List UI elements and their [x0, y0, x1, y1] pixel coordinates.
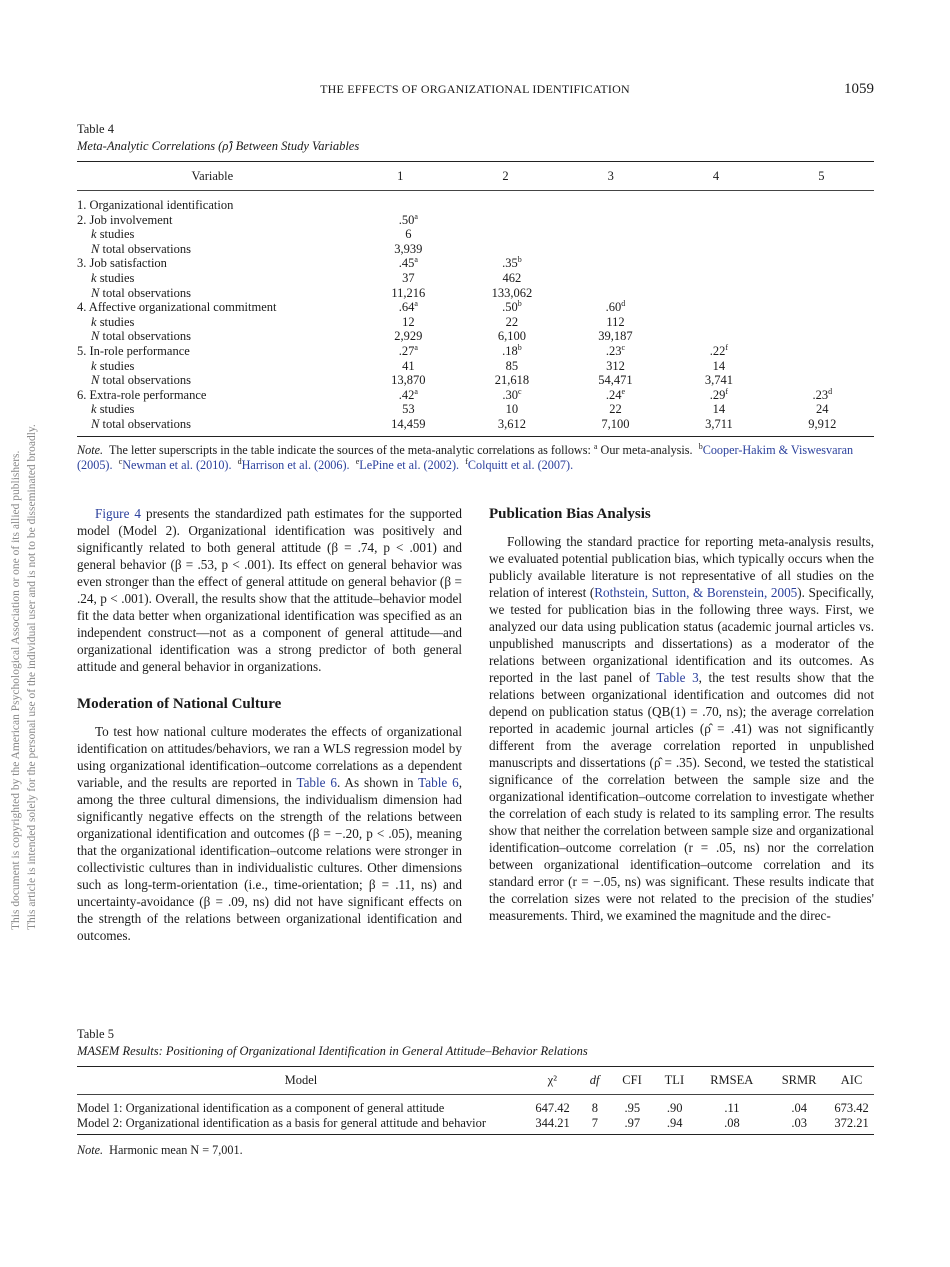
table-cell — [771, 227, 874, 242]
table-cell: 3,612 — [497, 416, 526, 431]
table-cell: 3,741 — [704, 373, 733, 388]
column-header-2: 2 — [502, 168, 509, 183]
model-name: Model 1: Organizational identification as a component of general attitude — [77, 1101, 445, 1115]
paragraph-text: , the test results show that the relations between organizational identification and outcomes did not depend on publication status (QB(1) = .70, ns); the average correlation reported in academic journal articles (ρ̂ = .41) was not significantly different from the average correlation reported in unpublished manuscripts and dissertations (ρ̂ = .35). Second, we tested the statistical significance of the correlation between the sample size and the organizational identification–outcome correlation to investigate whether the correlation of each study is related to its sampling error. The results show that neither the correlation between sample size and organizational identification–outcome correlation (r = .05, ns) nor the correlation between organizational identification–outcome correlation and its standard error (r = −.05, ns) was significant. These results indicate that the correlation sizes were not related to the precision of the studies' measurements. Third, we examined the magnitude and the direc- — [489, 670, 874, 923]
table-cell: 112 — [606, 314, 625, 329]
table-row — [77, 329, 874, 344]
table-cell: .22$^f$ — [709, 342, 729, 358]
table-cell — [667, 198, 770, 213]
table-cell: 11,216 — [391, 285, 426, 300]
table-cell: .18$^b$ — [502, 342, 522, 358]
table-5 — [77, 1026, 874, 1159]
table-cell: 647.42 — [535, 1101, 570, 1115]
table-cell: 13,870 — [391, 373, 426, 388]
table-cell: .29$^f$ — [709, 386, 729, 402]
table-cell: 2,929 — [394, 329, 423, 344]
row-label: k studies — [91, 358, 135, 373]
table-row — [77, 1101, 874, 1116]
table-cell: .04 — [791, 1101, 807, 1115]
note-text: Harmonic mean N = 7,001. — [109, 1143, 243, 1158]
table-cell: 14,459 — [391, 416, 426, 431]
model-name: Model 2: Organizational identification as a basis for general attitude and behavior — [77, 1115, 487, 1130]
table-cell: .45$^a$ — [398, 255, 418, 271]
table-cell — [460, 198, 564, 213]
table-cell: .27$^a$ — [398, 342, 418, 358]
note-lead: Note. — [77, 1143, 104, 1158]
ref-link-f[interactable]: Colquitt et al. (2007). — [467, 458, 574, 472]
table-cell — [667, 271, 770, 286]
column-header-model: Model — [284, 1073, 318, 1088]
table-cell: .35$^b$ — [502, 255, 522, 271]
table-cell: .11 — [724, 1101, 740, 1115]
table-cell — [564, 286, 668, 301]
table-cell — [667, 242, 770, 257]
table-cell — [460, 213, 564, 228]
table-cell: 673.42 — [834, 1101, 869, 1115]
table-cell: 10 — [505, 402, 519, 417]
table-cell: 12 — [402, 314, 415, 329]
table-cell: .97 — [624, 1115, 641, 1130]
table-cell: .50$^a$ — [398, 211, 418, 227]
running-head: THE EFFECTS OF ORGANIZATIONAL IDENTIFICATION — [320, 82, 630, 96]
table-5-body — [77, 1101, 874, 1130]
paragraph-figure4 — [77, 505, 462, 675]
table-cell — [564, 256, 668, 271]
row-label: k studies — [91, 402, 135, 417]
copyright-side-note — [8, 330, 40, 930]
table-cell: 3,939 — [394, 241, 423, 256]
table-4-note: Note. The letter superscripts in the table indicate the sources of the meta-analytic correlations as follows: $^a$ Our meta-analysis. $^b$Cooper-Hakim & Viswesvaran (2005). $^c$Newman et al. (2010). $^d$Harrison et al. (2006). $^e$LePine et al. (2002). $^f$Colquitt et al. (2007). — [77, 441, 854, 472]
table-cell — [667, 286, 770, 301]
table-cell — [771, 286, 874, 301]
row-label: 1. Organizational identification — [77, 198, 234, 212]
table-row — [77, 359, 874, 374]
table-row — [77, 373, 874, 388]
note-a: Our meta-analysis. — [600, 442, 693, 457]
table-cell: .50$^b$ — [502, 299, 522, 315]
column-header-4: 4 — [712, 168, 720, 183]
table-cell: 85 — [505, 358, 519, 373]
copyright-line-1: This document is copyrighted by the American Psychological Association or one of its allied publishers. — [10, 450, 22, 930]
table-5-label: Table 5 — [77, 1027, 114, 1041]
row-label: N total observations — [91, 416, 191, 431]
note-text: The letter superscripts in the table indicate the sources of the meta-analytic correlations as follows: — [108, 442, 591, 457]
table-6-link[interactable]: Table 6 — [296, 775, 337, 790]
table-row — [77, 388, 874, 403]
column-header-1: 1 — [397, 168, 404, 183]
table-cell — [771, 359, 874, 374]
column-header-variable: Variable — [191, 168, 234, 183]
table-cell: 6 — [405, 227, 412, 242]
table-cell — [667, 315, 770, 330]
table-cell: .90 — [666, 1101, 683, 1115]
table-cell: .23$^d$ — [812, 386, 833, 402]
table-row — [77, 402, 874, 417]
paragraph-text: ). Specifically, we tested for publication bias in the following three ways. First, we analyzed our data using publication status (academic journal articles vs. unpublished manuscripts and dissertations) as a moderator of the relations between organizational identification and its outcomes. As reported in the last panel of — [489, 585, 874, 685]
table-row — [77, 271, 874, 286]
table-cell: .23$^c$ — [605, 342, 626, 358]
table-cell: 14 — [712, 358, 726, 373]
table-4-body — [77, 198, 874, 432]
table-cell — [771, 213, 874, 228]
column-header-col3: CFI — [622, 1073, 642, 1088]
table-row — [77, 213, 874, 228]
column-header-col1: χ² — [547, 1073, 557, 1088]
row-label: k studies — [91, 270, 135, 285]
column-header-col6: SRMR — [781, 1073, 817, 1088]
table-6-link[interactable]: Table 6 — [418, 775, 459, 790]
table-row — [77, 1116, 874, 1131]
table-cell: 8 — [591, 1101, 599, 1115]
column-header-col4: TLI — [664, 1073, 685, 1088]
paragraph-moderation — [77, 723, 462, 944]
row-label: k studies — [91, 227, 135, 242]
ref-link-c[interactable]: Newman et al. (2010). — [122, 458, 232, 472]
table-cell: 7 — [591, 1115, 599, 1130]
table-cell: .94 — [666, 1115, 683, 1130]
table-cell: .64$^a$ — [398, 299, 418, 315]
row-label: k studies — [91, 314, 135, 329]
table-cell: 312 — [606, 358, 625, 373]
table-cell: 133,062 — [491, 285, 533, 300]
table-4-grid — [77, 162, 874, 190]
table-cell: 9,912 — [808, 416, 837, 431]
table-cell: .95 — [624, 1101, 641, 1115]
table-cell: .08 — [724, 1115, 740, 1130]
table-5-grid — [77, 1067, 874, 1094]
row-label: 2. Job involvement — [77, 212, 173, 227]
figure-4-link[interactable]: Figure 4 — [95, 506, 141, 521]
table-4-label: Table 4 — [77, 122, 114, 136]
row-label: N total observations — [91, 373, 191, 388]
table-cell — [667, 329, 770, 344]
paragraph-text: To test how national culture moderates the effects of organizational identification on attitudes/behaviors, we ran a WLS regression model by using organizational identification–outcome correlations as a dependent variable, and the results are reported in — [77, 724, 462, 790]
note-lead: Note. — [77, 442, 104, 457]
ref-link-d[interactable]: Harrison et al. (2006). — [241, 458, 350, 472]
table-cell: 22 — [505, 314, 519, 329]
table-row — [77, 198, 874, 213]
column-header-col7: AIC — [840, 1073, 863, 1088]
row-label: N total observations — [91, 329, 191, 344]
table-row — [77, 286, 874, 301]
table-cell — [564, 198, 668, 213]
row-label: N total observations — [91, 285, 191, 300]
table-cell — [564, 213, 668, 228]
table-cell — [667, 300, 770, 315]
table-cell — [771, 300, 874, 315]
paragraph-text: . As shown in — [337, 775, 414, 790]
table-cell: 37 — [402, 270, 415, 285]
table-cell: .03 — [791, 1115, 807, 1130]
table-cell — [667, 227, 770, 242]
row-label: 3. Job satisfaction — [77, 256, 167, 271]
table-cell: 39,187 — [598, 329, 633, 344]
table-cell — [771, 256, 874, 271]
table-cell: 7,100 — [601, 416, 630, 431]
table-cell — [564, 271, 668, 286]
table-cell: 372.21 — [834, 1115, 869, 1130]
rothstein-ref-link[interactable]: Rothstein, Sutton, & Borenstein, 2005 — [594, 585, 798, 600]
table-cell: 6,100 — [497, 329, 526, 344]
column-header-3: 3 — [607, 168, 614, 183]
table-cell — [667, 256, 770, 271]
table-cell: 462 — [502, 270, 522, 285]
table-4 — [77, 121, 874, 474]
column-header-col2: df — [589, 1073, 600, 1088]
paragraph-text: , among the three cultural dimensions, the individualism dimension had significantly negative effects on the strength of the relations between organizational identification and outcomes (β = −.20, p < .05), meaning that the organizational identification–outcome relations were stronger in collectivistic cultures than in individualistic cultures. Other dimensions such as long-term-orientation (i.e., time-orientation; β = .11, ns) and uncertainty-avoidance (β = .09, ns) did not have significant effects on the strength of the relations between organizational identification and outcomes. — [77, 775, 462, 943]
table-row — [77, 256, 874, 271]
left-column — [77, 505, 462, 944]
table-row — [77, 227, 874, 242]
table-cell — [667, 213, 770, 228]
table-row — [77, 242, 874, 257]
table-cell: .42$^a$ — [398, 386, 418, 402]
right-column — [489, 505, 874, 924]
table-row — [77, 315, 874, 330]
paragraph-text: Following the standard practice for reporting meta-analysis results, we evaluated potential publication bias, which typically occurs when the publicly available literature is not representative of all studies on the relation of interest ( — [489, 534, 874, 600]
table-cell — [564, 242, 668, 257]
table-row — [77, 344, 874, 359]
table-cell — [460, 227, 564, 242]
ref-link-e[interactable]: LePine et al. (2002). — [359, 458, 460, 472]
page-number: 1059 — [844, 81, 874, 97]
table-cell: .60$^d$ — [605, 299, 626, 315]
paragraph-text: presents the standardized path estimates for the supported model (Model 2). Organizational identification was positively and significantly related to both general attitude (β = .74, p < .001) and general behavior (β = .53, p < .001). Its effect on general behavior was even stronger than the effect of general attitude on general behavior (β = .24, p < .001). Overall, the results show that the attitude–behavior model fit the data better when organizational identification was specified as an independent construct—not as a component of general attitude—and organizational identification was a strong predictor of both general attitude and general behavior in organizations. — [77, 506, 462, 674]
table-cell: 41 — [402, 358, 415, 373]
table-cell: 24 — [816, 402, 829, 417]
table-cell — [460, 242, 564, 257]
table-5-note — [77, 1143, 874, 1159]
table-cell — [771, 329, 874, 344]
table-cell: 22 — [609, 402, 622, 417]
column-header-5: 5 — [818, 168, 825, 183]
section-heading-publication-bias: Publication Bias Analysis — [489, 506, 651, 522]
table-cell: .30$^c$ — [502, 386, 522, 402]
paragraph-publication-bias — [489, 533, 874, 924]
table-cell — [771, 271, 874, 286]
table-cell — [771, 344, 874, 359]
table-cell — [357, 198, 461, 213]
table-5-title: MASEM Results: Positioning of Organizational Identification in General Attitude–Behavior Relations — [77, 1044, 588, 1058]
table-3-link[interactable]: Table 3 — [656, 670, 699, 685]
table-row — [77, 417, 874, 432]
table-cell — [771, 373, 874, 388]
table-cell — [564, 227, 668, 242]
table-cell: 54,471 — [598, 373, 633, 388]
ref-link-b[interactable]: Cooper-Hakim & Viswesvaran (2005). — [77, 442, 854, 472]
table-cell: 14 — [712, 402, 726, 417]
table-cell — [771, 242, 874, 257]
table-4-title: Meta-Analytic Correlations (ρ̂) Between Study Variables — [77, 139, 360, 153]
table-cell: 3,711 — [705, 416, 733, 431]
table-cell — [771, 315, 874, 330]
table-cell: 53 — [402, 402, 415, 417]
column-header-col5: RMSEA — [710, 1073, 754, 1088]
table-cell — [771, 198, 874, 213]
copyright-line-2: This article is intended solely for the personal use of the individual user and is not to be disseminated broadly. — [26, 424, 38, 930]
row-label: 5. In-role performance — [77, 343, 190, 358]
table-row — [77, 300, 874, 315]
row-label: 4. Affective organizational commitment — [77, 300, 277, 315]
row-label: N total observations — [91, 241, 191, 256]
table-cell: 21,618 — [494, 373, 530, 388]
table-cell: 344.21 — [535, 1115, 570, 1130]
table-cell: .24e — [605, 386, 626, 402]
row-label: 6. Extra-role performance — [77, 387, 207, 402]
section-heading-moderation: Moderation of National Culture — [77, 696, 282, 712]
